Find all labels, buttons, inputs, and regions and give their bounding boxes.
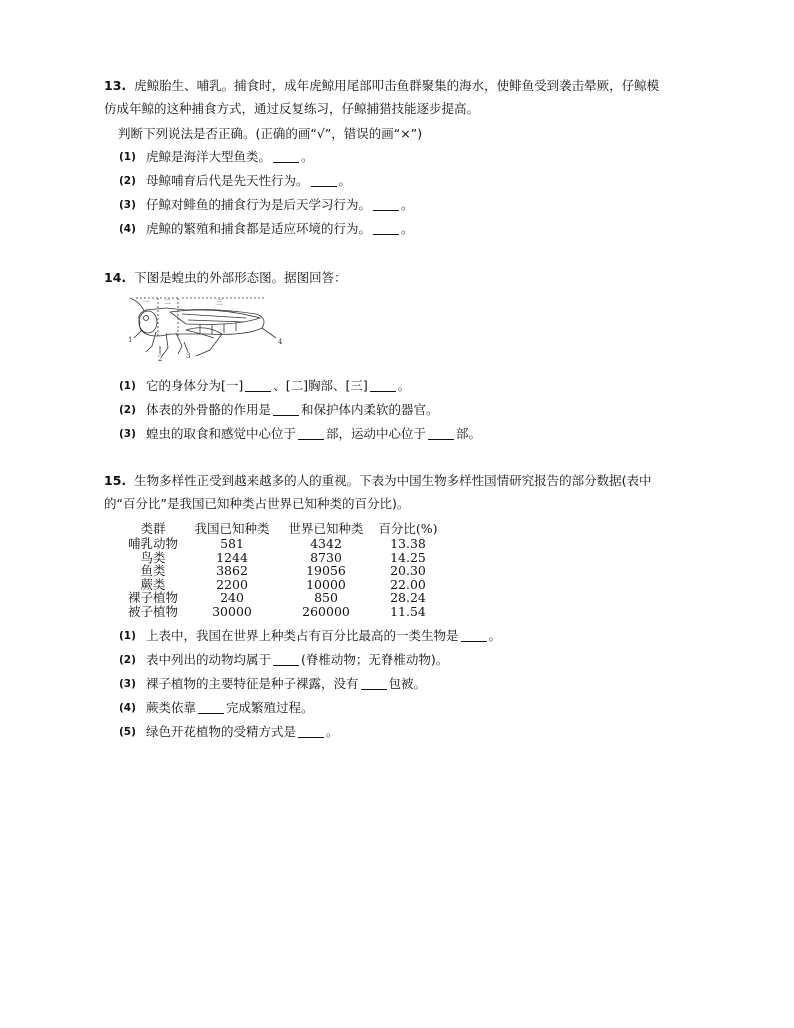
table-cell: 哺乳动物 <box>127 536 178 551</box>
q15-item-5-text <box>146 720 339 744</box>
q13-item-number: (3) <box>119 199 136 211</box>
question-15 <box>104 469 704 515</box>
q13-items <box>104 145 704 241</box>
q14-item-2 <box>104 398 704 422</box>
answer-blank[interactable] <box>461 627 487 642</box>
q15-item-3-text <box>146 672 426 696</box>
q13-item-end: 。 <box>301 149 314 164</box>
answer-blank[interactable] <box>273 401 299 416</box>
table-cell: 2200 <box>216 576 248 592</box>
table-row <box>118 591 440 605</box>
q15-item-5-number: (5) <box>119 726 136 738</box>
q14-item-3 <box>104 422 704 446</box>
q14-items <box>104 374 704 446</box>
q15-item-3-b: 包被。 <box>388 676 427 691</box>
q15-item-4 <box>104 696 704 720</box>
table-body <box>118 537 440 618</box>
q15-item-1-b: 。 <box>488 628 502 643</box>
q13-item-text <box>146 169 351 193</box>
q13-item-4 <box>104 217 704 241</box>
q14-item-2-number: (2) <box>119 404 136 416</box>
q15-item-5-b: 。 <box>326 724 339 739</box>
q15-item-3-number: (3) <box>119 678 136 690</box>
q15-stem-line1 <box>104 469 704 492</box>
table-cell: 19056 <box>306 563 346 578</box>
answer-blank[interactable] <box>298 425 324 440</box>
table-row <box>118 578 440 592</box>
answer-blank[interactable] <box>273 651 299 666</box>
table-row <box>118 537 440 551</box>
locust-label-4: 4 <box>278 338 283 346</box>
q15-item-2-a: 表中列出的动物均属于 <box>146 652 272 667</box>
answer-blank[interactable] <box>198 699 224 714</box>
q13-item-text <box>146 217 414 241</box>
table-cell: 鱼类 <box>140 563 166 578</box>
q13-item-end: 。 <box>401 221 414 236</box>
locust-region-2: 二 <box>164 298 171 306</box>
q13-item-statement: 仔鲸对鲱鱼的捕食行为是后天学习行为。 <box>146 197 372 212</box>
table-cell: 850 <box>314 590 338 605</box>
q14-stem <box>104 266 704 289</box>
locust-label-1: 1 <box>128 336 133 344</box>
q14-item-3-c: 部。 <box>456 426 482 441</box>
table-cell: 260000 <box>302 603 350 619</box>
table-cell: 8730 <box>310 549 342 565</box>
q14-item-3-number: (3) <box>119 428 136 440</box>
q15-item-3-a: 裸子植物的主要特征是种子裸露，没有 <box>146 676 359 691</box>
q15-item-4-number: (4) <box>119 702 136 714</box>
q13-item-3 <box>104 193 704 217</box>
table-cell: 蕨类 <box>140 576 166 592</box>
q14-item-3-text <box>146 422 481 446</box>
q15-stem-line2: 的“百分比”是我国已知种类占世界已知种类的百分比)。 <box>104 496 410 511</box>
q15-item-2-number: (2) <box>119 654 136 666</box>
table-row <box>118 564 440 578</box>
q13-item-statement: 虎鲸的繁殖和捕食都是适应环境的行为。 <box>146 221 372 236</box>
table-cell: 10000 <box>306 576 346 592</box>
q15-item-4-a: 蕨类依靠 <box>146 700 197 715</box>
q14-item-2-b: 和保护体内柔软的器官。 <box>301 402 439 417</box>
q15-item-2 <box>104 648 704 672</box>
biodiversity-table <box>118 521 440 618</box>
q15-item-1-a: 上表中，我国在世界上种类占有百分比最高的一类生物是 <box>146 628 459 643</box>
q15-item-4-b: 完成繁殖过程。 <box>226 700 314 715</box>
question-14 <box>104 266 704 289</box>
table-cell: 14.25 <box>390 549 426 565</box>
q13-item-1 <box>104 145 704 169</box>
locust-label-3: 3 <box>186 352 191 360</box>
q15-item-5 <box>104 720 704 744</box>
q13-item-number: (2) <box>119 175 136 187</box>
q14-item-1-b: 、[二]胸部、[三] <box>273 378 368 393</box>
q15-item-1-text <box>146 624 501 648</box>
table-cell: 被子植物 <box>127 603 178 619</box>
q15-item-4-text <box>146 696 314 720</box>
q13-item-text <box>146 193 414 217</box>
q14-item-1-number: (1) <box>119 380 136 392</box>
answer-blank[interactable] <box>373 220 399 235</box>
locust-region-3: 三 <box>216 298 223 306</box>
answer-blank[interactable] <box>361 675 387 690</box>
q13-item-end: 。 <box>401 197 414 212</box>
locust-label-2: 2 <box>158 355 163 363</box>
table-cell: 裸子植物 <box>127 590 178 605</box>
q14-stem-text: 下图是蝗虫的外部形态图。据图回答： <box>134 270 347 285</box>
q13-item-statement: 母鲸哺育后代是先天性行为。 <box>146 173 309 188</box>
table-cell: 1244 <box>216 549 248 565</box>
table-cell: 30000 <box>212 603 252 619</box>
table-cell: 13.38 <box>390 536 426 551</box>
table-cell: 鸟类 <box>140 549 166 565</box>
q14-item-1 <box>104 374 704 398</box>
q15-item-2-b: (脊椎动物；无脊椎动物)。 <box>301 652 449 667</box>
q13-instruction: 判断下列说法是否正确。(正确的画“√”，错误的画“×”) <box>118 126 423 141</box>
locust-region-1: 一 <box>142 298 149 306</box>
q13-item-text <box>146 145 314 169</box>
locust-diagram <box>126 294 286 364</box>
answer-blank[interactable] <box>428 425 454 440</box>
question-13 <box>104 74 704 241</box>
q15-item-1 <box>104 624 704 648</box>
q13-item-statement: 虎鲸是海洋大型鱼类。 <box>146 149 272 164</box>
q15-number: 15. <box>104 473 127 488</box>
q15-item-3 <box>104 672 704 696</box>
q14-item-2-text <box>146 398 439 422</box>
q15-item-5-a: 绿色开花植物的受精方式是 <box>146 724 297 739</box>
q13-stem-line1 <box>104 74 704 97</box>
q13-item-number: (4) <box>119 223 136 235</box>
answer-blank[interactable] <box>311 172 337 187</box>
q13-stem-text1: 虎鲸胎生、哺乳。捕食时，成年虎鲸用尾部叩击鱼群聚集的海水，使鲱鱼受到袭击晕厥，仔鲸模 <box>134 78 660 93</box>
q13-item-number: (1) <box>119 151 136 163</box>
table-cell: 3862 <box>216 563 248 578</box>
table-cell: 28.24 <box>390 590 426 605</box>
q13-item-end: 。 <box>338 173 352 188</box>
table-header-row <box>118 521 440 537</box>
q14-item-3-b: 部，运动中心位于 <box>326 426 427 441</box>
q14-item-3-a: 蝗虫的取食和感觉中心位于 <box>146 426 297 441</box>
table-header: 世界已知种类 <box>288 521 364 536</box>
answer-blank[interactable] <box>273 148 299 163</box>
q14-number: 14. <box>104 270 127 285</box>
answer-blank[interactable] <box>298 723 324 738</box>
table-cell: 20.30 <box>390 563 426 578</box>
answer-blank[interactable] <box>245 377 271 392</box>
table-header: 类群 <box>140 521 166 536</box>
q14-item-1-c: 。 <box>397 378 411 393</box>
q14-item-1-a: 它的身体分为[一] <box>146 378 244 393</box>
q15-item-1-number: (1) <box>119 630 136 642</box>
q15-stem-text1: 生物多样性正受到越来越多的人的重视。下表为中国生物多样性国情研究报告的部分数据(表中 <box>134 473 652 488</box>
table-header: 我国已知种类 <box>194 521 270 536</box>
table-cell: 22.00 <box>390 576 426 592</box>
q15-items <box>104 624 704 744</box>
answer-blank[interactable] <box>373 196 399 211</box>
table-cell: 581 <box>220 536 244 551</box>
q13-stem-line2: 仿成年鲸的这种捕食方式，通过反复练习，仔鲸捕猎技能逐步提高。 <box>104 101 480 116</box>
q13-number: 13. <box>104 78 127 93</box>
table-cell: 11.54 <box>390 603 426 619</box>
q14-item-1-text <box>146 374 410 398</box>
q13-item-2 <box>104 169 704 193</box>
table-cell: 4342 <box>310 536 342 551</box>
table-header: 百分比(%) <box>378 521 438 536</box>
table-row <box>118 551 440 565</box>
q15-item-2-text <box>146 648 448 672</box>
q14-item-2-a: 体表的外骨骼的作用是 <box>146 402 272 417</box>
table-cell: 240 <box>220 590 244 605</box>
table-row <box>118 605 440 619</box>
answer-blank[interactable] <box>370 377 396 392</box>
